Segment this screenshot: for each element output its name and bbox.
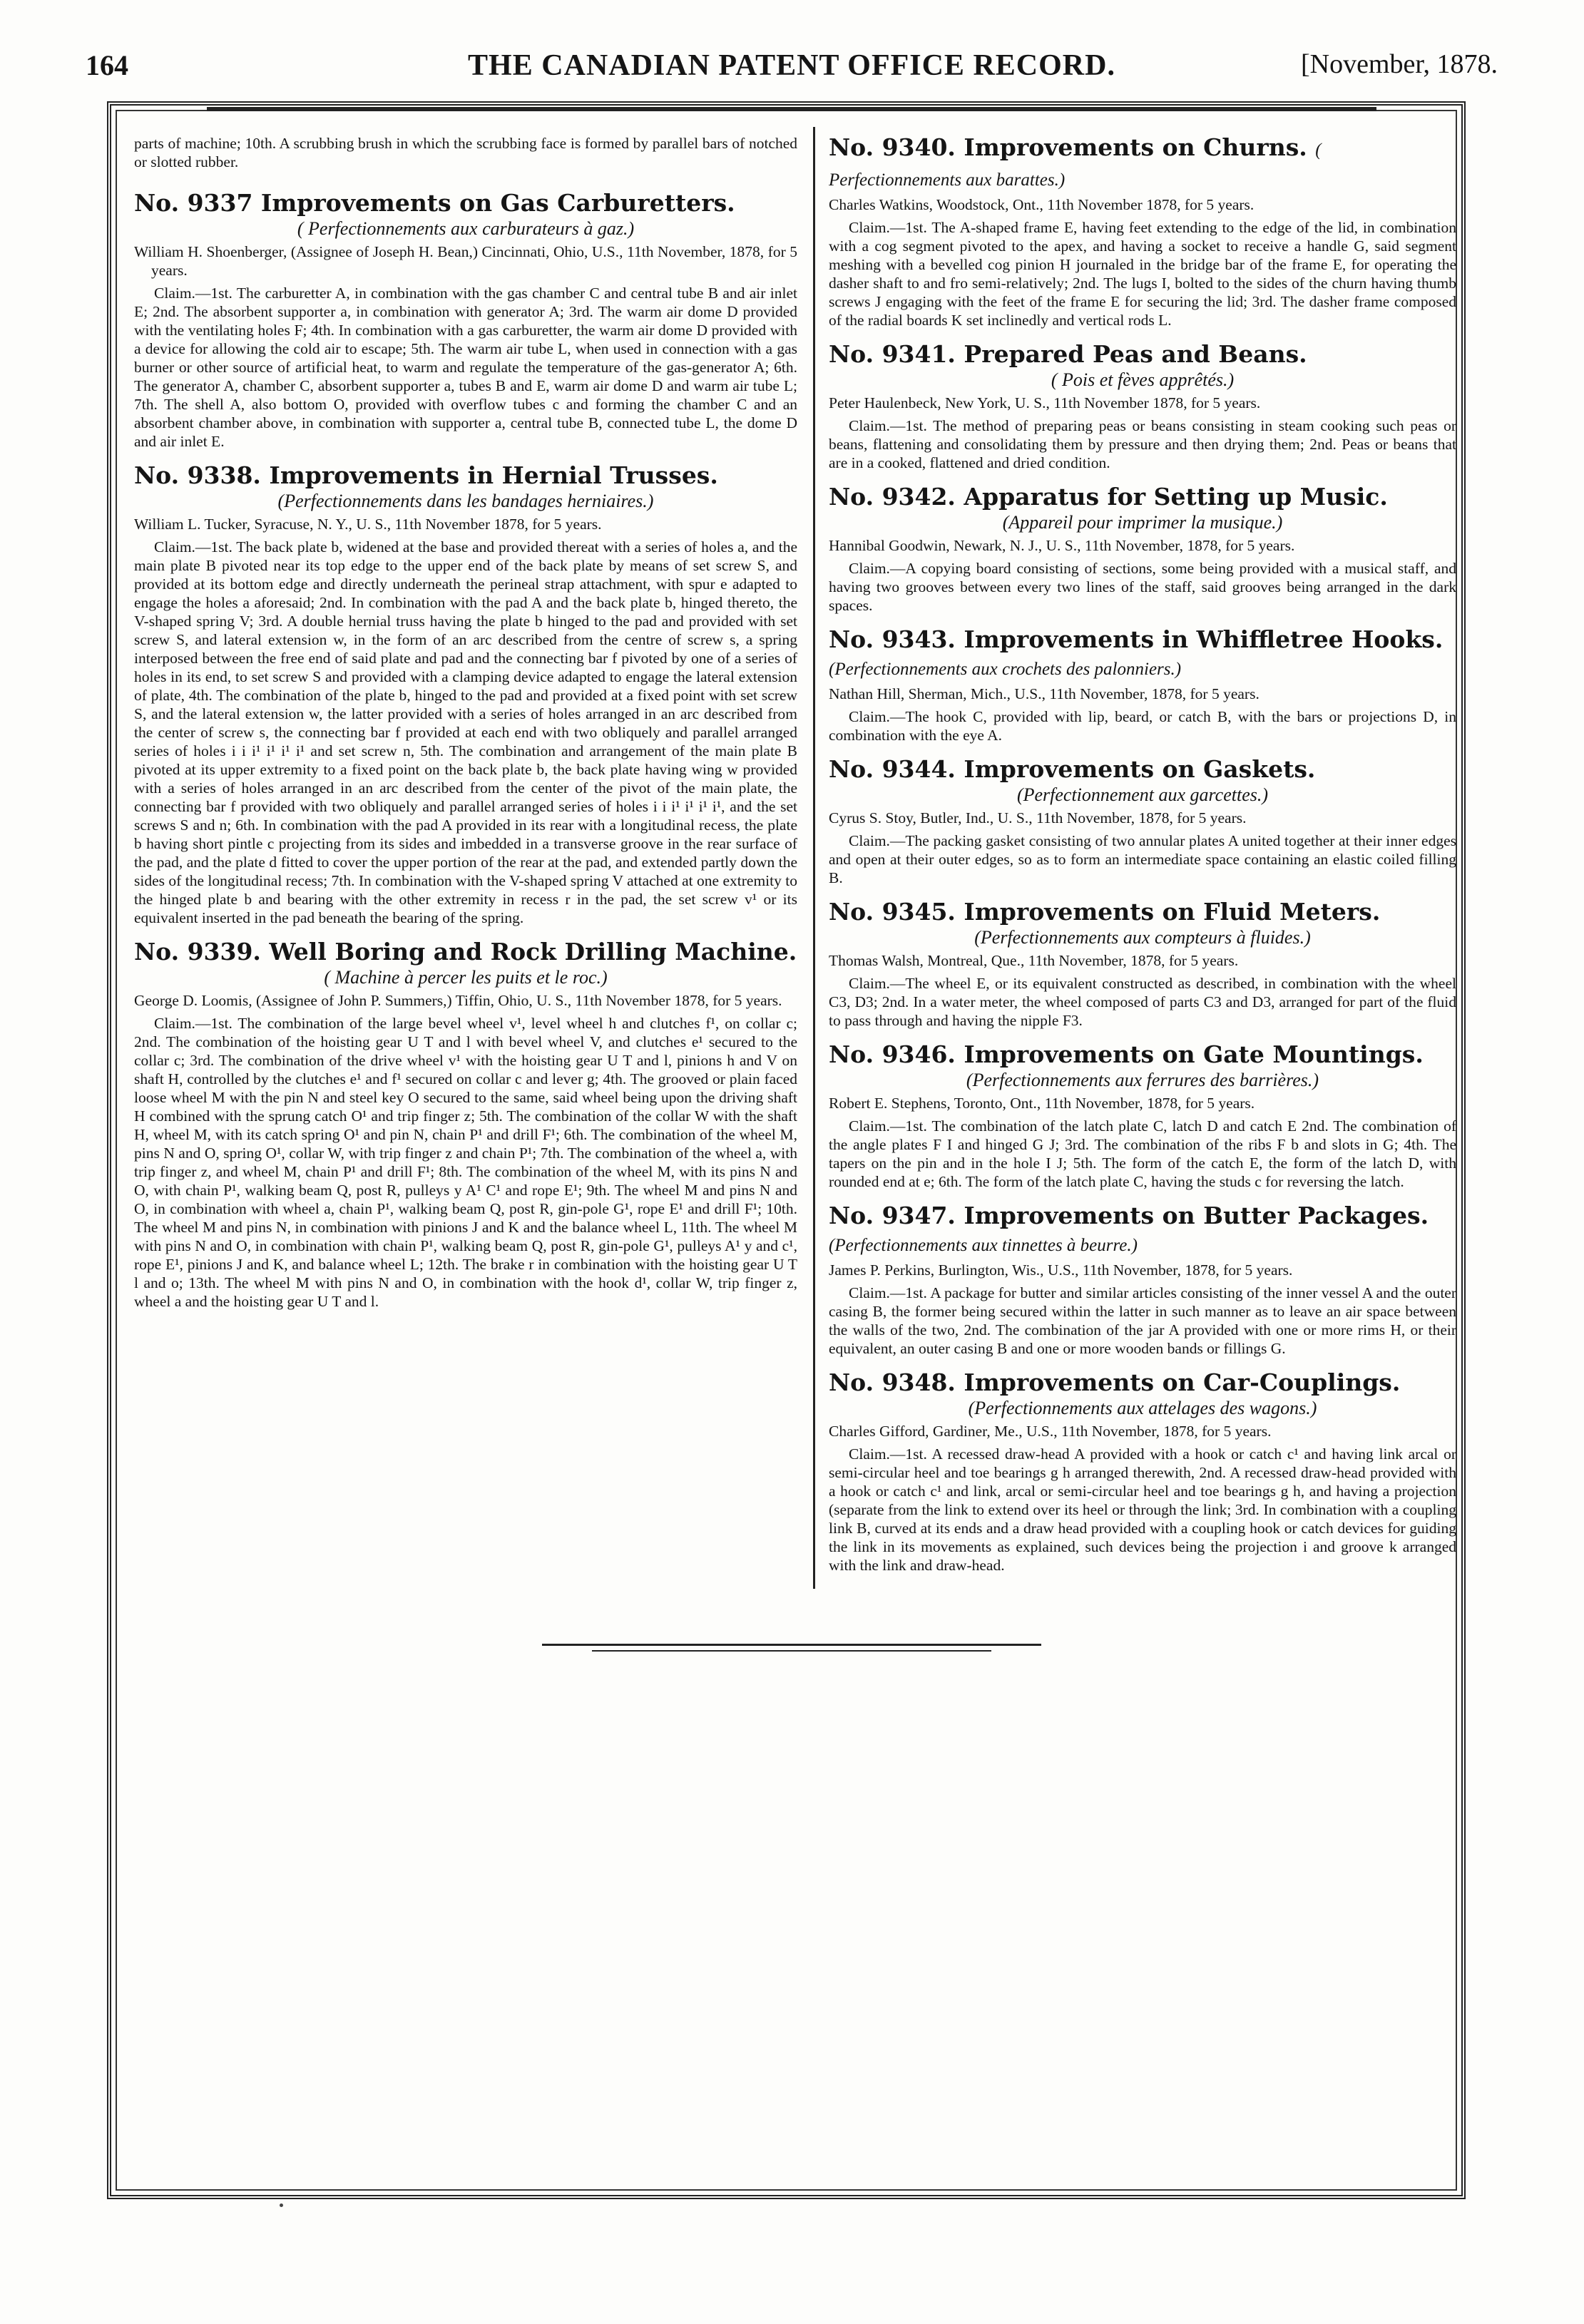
end-rules xyxy=(542,1644,1041,1652)
entry-french-title-inline: (Perfectionnements aux crochets des palonniers.) xyxy=(829,660,1182,679)
page-header xyxy=(86,48,1498,91)
issue-date: [November, 1878. xyxy=(1300,49,1498,79)
entry-claim: Claim.—1st. The back plate b, widened at the base and provided thereat with a series of holes a, and the main plate B pivoted near its top edge to the upper end of the back plate by means of set screw S, and provided at its bottom edge and directly underneath the perineal strap attachment, with spur e adapted to engage the holes a aforesaid; 2nd. In combination with the pad A and the back plate b, hinged thereto, the V-shaped spring V; 3rd. A double hernial truss having the plate b hinged to the pad and provided with set screw S, and lateral extension w, in the form of an arc described from the centre of screw s, a spring interposed between the free end of said plate and pad and the connecting bar f pivoted by one of a series of holes in its end, to set screw S and provided with a clamping device adapted to engage the lateral extension of plate, 4th. The combination of the plate b, hinged to the pad and provided at a fixed point with set screw S, and the lateral extension w, the latter provided with a series of holes arranged in an arc described from the center of screw s, the connecting bar f provided at each end with two obliquely and parallel arranged series of holes i i i¹ i¹ i¹ i¹ and set screw n, 5th. The combination and arrangement of the main plate B pivoted at its upper extremity to a fixed point on the back plate b, the back plate having wing w provided with a series of holes arranged in an arc described from the center of the pivot of the main plate, the connecting bar f provided with two obliquely and parallel arranged series of holes i i i¹ i¹ i¹ i¹, and the set screws S and n; 6th. In combination with the pad A provided in its rear with a longitudinal recess, the plate b having short pintle c projecting from its sides and imbedded in a transverse groove in the rear surface of the pad, and the plate d fitted to cover the upper portion of the rear at the pad, and extended partly down the sides of the longitudinal recess; 7th. In combination with the V-shaped spring V attached at one extremity to the hinged plate b and bearing with the other extremity in recess r in the pad, the set screw v¹ or its equivalent inserted in the pad beneath the bearing of the spring. xyxy=(134,538,797,926)
entry-inventor: James P. Perkins, Burlington, Wis., U.S., 11th November, 1878, for 5 years. xyxy=(829,1261,1293,1279)
entry-french-title: (Perfectionnements aux attelages des wagons.) xyxy=(968,1398,1317,1418)
entry-inventor: Charles Watkins, Woodstock, Ont., 11th November 1878, for 5 years. xyxy=(829,196,1255,213)
entry-claim: Claim.—1st. The combination of the latch plate C, latch D and catch E 2nd. The combination of the angle plates F I and hinged G J; 3rd. The combination of the ribs F b and slots in G; 4th. The tapers on the pin and in the hole I J; 5th. The form of the catch E, the form of the latch D, with rounded end at e; 6th. The form of the latch plate C, having the studs c for reversing the latch. xyxy=(829,1117,1456,1190)
entry-title: No. 9338. Improvements in Hernial Trusses. xyxy=(134,461,718,489)
entry-title xyxy=(829,626,1456,683)
entry-french-title: ( Pois et fèves apprêtés.) xyxy=(1051,369,1235,390)
entry-inventor: William H. Shoenberger, (Assignee of Joseph H. Bean,) Cincinnati, Ohio, U.S., 11th November, 1878, for 5 years. xyxy=(134,243,797,279)
entry-french-title: (Perfectionnements aux compteurs à fluides.) xyxy=(974,927,1311,948)
patent-entry-9341 xyxy=(829,341,1456,472)
entry-claim: Claim.—1st. The combination of the large bevel wheel v¹, level wheel h and clutches f¹, on collar c; 2nd. The combination of the hoisting gear U T and l with bevel wheel V, and clutches e¹ secured to the collar c; 3rd. The combination of the drive wheel v¹ with the hoisting gear U T and l, pinions h and V on shaft H, controlled by the clutches e¹ and f¹ secured on collar c and lever g; 4th. The grooved or plain faced loose wheel M with the pin N and steel key O secured to the same, said wheel being upon the driving shaft H combined with the sprung catch O¹ and trip finger z; 5th. The combination of the collar W with the shaft H, wheel M, with its catch spring O¹ and pin N, chain P¹ and drill F¹; 6th. The combination of the wheel M, pins N and O, spring O¹, collar W, with trip finger z and chain P¹; 7th. The combination of the wheel a, with trip finger z, and wheel M, chain P¹ and drill F¹; 8th. The combination of the wheel M, with its pins N and O, with chain P¹, walking beam Q, post R, pulleys y A¹ C¹ and rope E¹; 9th. The wheel M and pins N and O, in combination with wheel a, chain P¹, walking beam Q, post R, gin-pole G¹, rope E¹ and drill F¹; 10th. The wheel M and pins N, in combination with pinions J and K and the balance wheel L, 11th. The wheel M with pins N and O, in combination with chain P¹, walking beam Q, post R, gin-pole G¹, pulleys A¹ y and c¹, rope E¹, pinions J and K, and balance wheel L; 12th. The brake r in combination with the hoisting gear U T l and o; 13th. The wheel M with pins N and O, in combination with the hook d¹, collar W, trip finger z, wheel a and the hoisting gear U T and l. xyxy=(134,1015,797,1310)
entry-title: No. 9342. Apparatus for Setting up Music. xyxy=(829,483,1388,511)
entry-claim: Claim.—The hook C, provided with lip, beard, or catch B, with the bars or projections D, in combination with the eye A. xyxy=(829,708,1456,744)
entry-title: No. 9346. Improvements on Gate Mountings. xyxy=(829,1040,1424,1068)
patent-entry-9347 xyxy=(829,1202,1456,1358)
patent-entry-9342 xyxy=(829,483,1456,615)
entry-title: No. 9337 Improvements on Gas Carburetters. xyxy=(134,189,735,217)
continued-text: parts of machine; 10th. A scrubbing brush in which the scrubbing face is formed by parallel bars of notched or slotted rubber. xyxy=(134,135,797,170)
entry-inventor: Hannibal Goodwin, Newark, N. J., U. S., 11th November, 1878, for 5 years. xyxy=(829,537,1295,554)
entry-french-title: ( Perfectionnements aux carburateurs à gaz.) xyxy=(297,218,635,239)
top-rule xyxy=(207,107,1376,111)
entry-french-title: (Appareil pour imprimer la musique.) xyxy=(1002,512,1283,533)
patent-entry-9346 xyxy=(829,1041,1456,1191)
end-rule-long xyxy=(542,1644,1041,1646)
end-rule-short xyxy=(592,1650,991,1652)
entry-inventor: George D. Loomis, (Assignee of John P. Summers,) Tiffin, Ohio, U. S., 11th November 1878, for 5 years. xyxy=(134,992,782,1009)
entry-inventor: Cyrus S. Stoy, Butler, Ind., U. S., 11th November, 1878, for 5 years. xyxy=(829,809,1247,826)
patent-entry-9343 xyxy=(829,626,1456,744)
entry-inventor: William L. Tucker, Syracuse, N. Y., U. S., 11th November 1878, for 5 years. xyxy=(134,516,602,533)
entry-claim: Claim.—1st. A recessed draw-head A provided with a hook or catch c¹ and having link arcal or semi-circular heel and toe bearings g h arranged therewith, 2nd. A recessed draw-head provided with a hook or catch c¹ and link, arcal or semi-circular heel and toe bearings g h, and having a projection (separate from the link to extend over its heel or through the link; 3rd. In combination with a coupling link B, curved at its ends and a draw head provided with a coupling hook or catch devices for guiding the link in its movements as explained, such devices being the projection i and groove k arranged with the link and draw-head. xyxy=(829,1445,1456,1574)
entry-french-title-inline: (Perfectionnements aux tinnettes à beurre.) xyxy=(829,1236,1138,1255)
entry-french-title-inline: ( Perfectionnements aux barattes.) xyxy=(829,140,1322,190)
entry-title-text: No. 9343. Improvements in Whiffletree Hooks. xyxy=(829,625,1444,653)
entry-claim: Claim.—1st. The carburetter A, in combination with the gas chamber C and central tube B and air inlet E; 2nd. The absorbent supporter a, in combination with generator A; 3rd. The warm air dome D provided with the ventilating holes F; 4th. In combination with a gas carburetter, the warm air dome D provided with a device for allowing the cold air to escape; 5th. The warm air tube L, when used in connection with a gas burner or other source of artificial heat, to warm and regulate the temperature of the gas-generator A; 6th. The generator A, chamber C, absorbent supporter a, tubes B and E, warm air dome D and warm air tube L; 7th. The shell A, also bottom O, provided with overflow tubes c and forming the chamber C and an absorbent chamber above, in combination with supporter a, central tube B, connected tube L, the dome D and air inlet E. xyxy=(134,285,797,450)
patent-entry-9337 xyxy=(134,190,797,451)
right-column xyxy=(829,134,1456,1586)
entry-title xyxy=(829,134,1456,194)
entry-inventor: Robert E. Stephens, Toronto, Ont., 11th November, 1878, for 5 years. xyxy=(829,1095,1255,1112)
entry-title: No. 9339. Well Boring and Rock Drilling Machine. xyxy=(134,938,797,966)
patent-entry-9339 xyxy=(134,938,797,1311)
entry-title-text: No. 9340. Improvements on Churns. xyxy=(829,133,1307,161)
patent-entry-9338 xyxy=(134,462,797,927)
entry-french-title: (Perfectionnements aux ferrures des barrières.) xyxy=(966,1070,1319,1090)
entry-claim: Claim.—1st. The A-shaped frame E, having feet extending to the edge of the lid, in combination with a cog segment pivoted to the apex, and having a socket to receive a handle G, said segment meshing with a bevelled cog pinion H journaled in the bridge bar of the frame E, for operating the dasher shaft to and fro semi-relatively; 2nd. The lugs I, bolted to the sides of the churn having thumb screws J engaging with the feet of the frame E for securing the lid; 3rd. The dasher frame composed of the radial boards K set inclinedly and vertical rods L. xyxy=(829,219,1456,329)
entry-title: No. 9341. Prepared Peas and Beans. xyxy=(829,340,1307,368)
entry-inventor: Peter Haulenbeck, New York, U. S., 11th November 1878, for 5 years. xyxy=(829,394,1261,411)
page-number: 164 xyxy=(86,49,128,81)
entry-french-title: ( Machine à percer les puits et le roc.) xyxy=(324,967,608,988)
entry-inventor: Nathan Hill, Sherman, Mich., U.S., 11th November, 1878, for 5 years. xyxy=(829,685,1259,702)
page-speck xyxy=(280,2203,283,2207)
entry-title: No. 9348. Improvements on Car-Couplings. xyxy=(829,1368,1401,1396)
entry-claim: Claim.—The wheel E, or its equivalent constructed as described, in combination with the wheel C3, D3; 2nd. In a water meter, the wheel composed of parts C3 and D3, arranged for part of the fluid to pass through and having the nipple F3. xyxy=(829,975,1456,1029)
entry-inventor: Charles Gifford, Gardiner, Me., U.S., 11th November, 1878, for 5 years. xyxy=(829,1423,1272,1440)
entry-claim: Claim.—The packing gasket consisting of two annular plates A united together at their inner edges and open at their outer edges, so as to form an intermediate space containing an elastic coiled filling B. xyxy=(829,832,1456,886)
entry-claim: Claim.—1st. A package for butter and similar articles consisting of the inner vessel A and the outer casing B, the former being secured within the latter in such manner as to leave an air space between the walls of the two, 2nd. The combination of the jar A provided with one or more rims H, or their equivalent, an outer casing B and one or more wooden bands or fillings G. xyxy=(829,1284,1456,1357)
patent-entry-9340 xyxy=(829,134,1456,329)
patent-entry-9344 xyxy=(829,756,1456,887)
journal-title: THE CANADIAN PATENT OFFICE RECORD. xyxy=(468,49,1115,82)
entry-title: No. 9344. Improvements on Gaskets. xyxy=(829,755,1316,783)
entry-inventor: Thomas Walsh, Montreal, Que., 11th November, 1878, for 5 years. xyxy=(829,952,1239,969)
patent-entry-9345 xyxy=(829,899,1456,1030)
entry-title: No. 9345. Improvements on Fluid Meters. xyxy=(829,898,1381,926)
left-column xyxy=(134,134,797,1322)
entry-french-title: (Perfectionnement aux garcettes.) xyxy=(1016,784,1269,805)
entry-title-text: No. 9347. Improvements on Butter Packages. xyxy=(829,1202,1429,1229)
patent-entry-9348 xyxy=(829,1369,1456,1575)
entry-claim: Claim.—1st. The method of preparing peas or beans consisting in steam cooking such peas or beans, flattening and consolidating them by pressure and then drying them; 2nd. Peas or beans that are in a cooked, flattened and dried condition. xyxy=(829,417,1456,471)
entry-title xyxy=(829,1202,1456,1259)
column-divider xyxy=(813,127,815,1589)
entry-french-title: (Perfectionnements dans les bandages herniaires.) xyxy=(277,491,654,511)
entry-claim: Claim.—A copying board consisting of sections, some being provided with a musical staff, and having two grooves between every two lines of the staff, said grooves being arranged in the dark spaces. xyxy=(829,560,1456,614)
